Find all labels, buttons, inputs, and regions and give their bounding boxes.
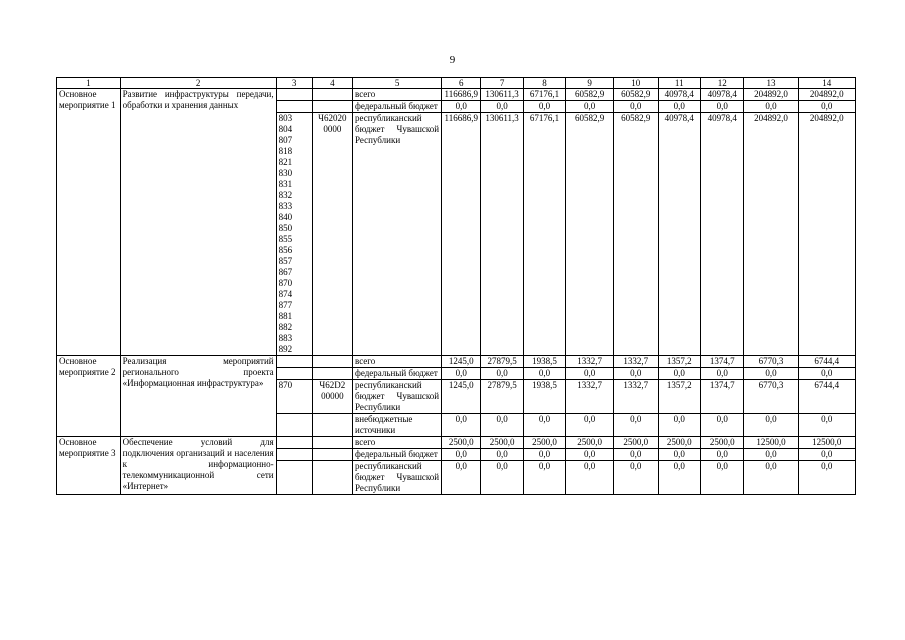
value-cell: 0,0: [523, 449, 565, 461]
value-cell: 2500,0: [523, 437, 565, 449]
value-cell: 12500,0: [744, 437, 798, 449]
value-cell: 0,0: [658, 101, 700, 113]
value-cell: 1332,7: [613, 356, 658, 368]
value-cell: 2500,0: [442, 437, 481, 449]
header-cell: 7: [481, 78, 523, 89]
value-cell: 0,0: [744, 368, 798, 380]
value-cell: 0,0: [613, 414, 658, 437]
page-number: 9: [449, 54, 456, 66]
program-code-cell: [312, 101, 352, 113]
value-cell: 60582,9: [566, 113, 614, 356]
value-cell: 0,0: [523, 368, 565, 380]
value-cell: 1332,7: [566, 380, 614, 414]
value-cell: 0,0: [658, 414, 700, 437]
value-cell: 0,0: [700, 461, 744, 495]
value-cell: 27879,5: [481, 380, 523, 414]
value-cell: 0,0: [566, 101, 614, 113]
value-cell: 0,0: [744, 461, 798, 495]
value-cell: 1938,5: [523, 380, 565, 414]
value-cell: 1332,7: [613, 380, 658, 414]
budget-code-cell: [276, 461, 312, 495]
value-cell: 6744,4: [798, 380, 855, 414]
table-row: [57, 356, 856, 368]
value-cell: 0,0: [523, 461, 565, 495]
header-cell: 3: [276, 78, 312, 89]
value-cell: 67176,1: [523, 89, 565, 101]
budget-code-cell: [276, 101, 312, 113]
value-cell: 0,0: [700, 449, 744, 461]
value-cell: 204892,0: [744, 113, 798, 356]
budget-code-cell: 803 804 807 818 821 830 831 832 833 840 850 855 856 857 867 870 874 877 881 882 883 892: [276, 113, 312, 356]
header-cell: 5: [353, 78, 442, 89]
value-cell: 0,0: [481, 449, 523, 461]
value-cell: 60582,9: [566, 89, 614, 101]
value-cell: 0,0: [798, 449, 855, 461]
value-cell: 6744,4: [798, 356, 855, 368]
value-cell: 2500,0: [658, 437, 700, 449]
funding-source-cell: всего: [353, 356, 442, 368]
funding-source-cell: республиканский бюджет Чувашской Республики: [353, 461, 442, 495]
value-cell: 40978,4: [658, 89, 700, 101]
value-cell: 0,0: [700, 101, 744, 113]
funding-source-cell: федеральный бюджет: [353, 449, 442, 461]
value-cell: 6770,3: [744, 380, 798, 414]
value-cell: 0,0: [798, 414, 855, 437]
header-cell: 14: [798, 78, 855, 89]
header-cell: 9: [566, 78, 614, 89]
table-body: [57, 89, 856, 495]
value-cell: 0,0: [613, 461, 658, 495]
value-cell: 1374,7: [700, 356, 744, 368]
event-label-cell: Основное мероприятие 1: [57, 89, 121, 356]
value-cell: 1357,2: [658, 356, 700, 368]
value-cell: 60582,9: [613, 113, 658, 356]
budget-code-cell: [276, 449, 312, 461]
value-cell: 0,0: [523, 414, 565, 437]
value-cell: 0,0: [442, 101, 481, 113]
budget-table: [56, 77, 856, 495]
value-cell: 1245,0: [442, 356, 481, 368]
value-cell: 0,0: [566, 414, 614, 437]
funding-source-cell: всего: [353, 89, 442, 101]
header-cell: 10: [613, 78, 658, 89]
value-cell: 1245,0: [442, 380, 481, 414]
header-cell: 13: [744, 78, 798, 89]
value-cell: 1357,2: [658, 380, 700, 414]
value-cell: 6770,3: [744, 356, 798, 368]
value-cell: 0,0: [481, 461, 523, 495]
budget-code-cell: [276, 356, 312, 368]
value-cell: 0,0: [481, 414, 523, 437]
value-cell: 40978,4: [700, 89, 744, 101]
event-label-cell: Основное мероприятие 3: [57, 437, 121, 495]
program-code-cell: [312, 356, 352, 368]
value-cell: 1938,5: [523, 356, 565, 368]
budget-code-cell: [276, 89, 312, 101]
value-cell: 0,0: [481, 368, 523, 380]
header-cell: 11: [658, 78, 700, 89]
value-cell: 60582,9: [613, 89, 658, 101]
value-cell: 0,0: [798, 101, 855, 113]
value-cell: 0,0: [613, 368, 658, 380]
value-cell: 0,0: [613, 449, 658, 461]
program-code-cell: Ч62D2 00000: [312, 380, 352, 414]
value-cell: 1374,7: [700, 380, 744, 414]
value-cell: 116686,9: [442, 89, 481, 101]
header-cell: 6: [442, 78, 481, 89]
program-code-cell: [312, 89, 352, 101]
value-cell: 0,0: [481, 101, 523, 113]
header-cell: 2: [120, 78, 276, 89]
value-cell: 40978,4: [658, 113, 700, 356]
program-code-cell: [312, 437, 352, 449]
value-cell: 130611,3: [481, 89, 523, 101]
value-cell: 0,0: [744, 101, 798, 113]
header-cell: 12: [700, 78, 744, 89]
value-cell: 0,0: [700, 414, 744, 437]
value-cell: 0,0: [442, 368, 481, 380]
program-code-cell: Ч62020 0000: [312, 113, 352, 356]
event-title-cell: Реализация мероприятий регионального проекта «Информационная инфраструктура»: [120, 356, 276, 437]
program-code-cell: [312, 368, 352, 380]
value-cell: 0,0: [744, 449, 798, 461]
header-cell: 4: [312, 78, 352, 89]
value-cell: 0,0: [658, 461, 700, 495]
value-cell: 12500,0: [798, 437, 855, 449]
budget-code-cell: [276, 368, 312, 380]
budget-code-cell: [276, 437, 312, 449]
value-cell: 0,0: [523, 101, 565, 113]
value-cell: 0,0: [658, 368, 700, 380]
value-cell: 0,0: [442, 449, 481, 461]
value-cell: 2500,0: [481, 437, 523, 449]
value-cell: 204892,0: [744, 89, 798, 101]
value-cell: 2500,0: [700, 437, 744, 449]
value-cell: 0,0: [613, 101, 658, 113]
value-cell: 0,0: [798, 461, 855, 495]
value-cell: 2500,0: [613, 437, 658, 449]
funding-source-cell: внебюджетные источники: [353, 414, 442, 437]
table-row: [57, 437, 856, 449]
funding-source-cell: всего: [353, 437, 442, 449]
event-label-cell: Основное мероприятие 2: [57, 356, 121, 437]
budget-code-cell: 870: [276, 380, 312, 414]
value-cell: 116686,9: [442, 113, 481, 356]
program-code-cell: [312, 449, 352, 461]
funding-source-cell: федеральный бюджет: [353, 101, 442, 113]
value-cell: 0,0: [798, 368, 855, 380]
value-cell: 0,0: [566, 449, 614, 461]
header-row: [57, 78, 856, 89]
value-cell: 0,0: [442, 414, 481, 437]
value-cell: 0,0: [566, 368, 614, 380]
value-cell: 204892,0: [798, 89, 855, 101]
funding-source-cell: республиканский бюджет Чувашской Республики: [353, 113, 442, 356]
value-cell: 27879,5: [481, 356, 523, 368]
value-cell: 67176,1: [523, 113, 565, 356]
budget-code-cell: [276, 414, 312, 437]
program-code-cell: [312, 461, 352, 495]
value-cell: 130611,3: [481, 113, 523, 356]
value-cell: 40978,4: [700, 113, 744, 356]
program-code-cell: [312, 414, 352, 437]
value-cell: 0,0: [566, 461, 614, 495]
event-title-cell: Развитие инфраструктуры передачи, обработки и хранения данных: [120, 89, 276, 356]
value-cell: 1332,7: [566, 356, 614, 368]
value-cell: 0,0: [442, 461, 481, 495]
funding-source-cell: федеральный бюджет: [353, 368, 442, 380]
value-cell: 204892,0: [798, 113, 855, 356]
table-row: [57, 89, 856, 101]
event-title-cell: Обеспечение условий для подключения организаций и населения к информационно-телекоммуникационной сети «Интернет»: [120, 437, 276, 495]
value-cell: 2500,0: [566, 437, 614, 449]
header-cell: 1: [57, 78, 121, 89]
value-cell: 0,0: [700, 368, 744, 380]
value-cell: 0,0: [744, 414, 798, 437]
value-cell: 0,0: [658, 449, 700, 461]
header-cell: 8: [523, 78, 565, 89]
funding-source-cell: республиканский бюджет Чувашской Республики: [353, 380, 442, 414]
